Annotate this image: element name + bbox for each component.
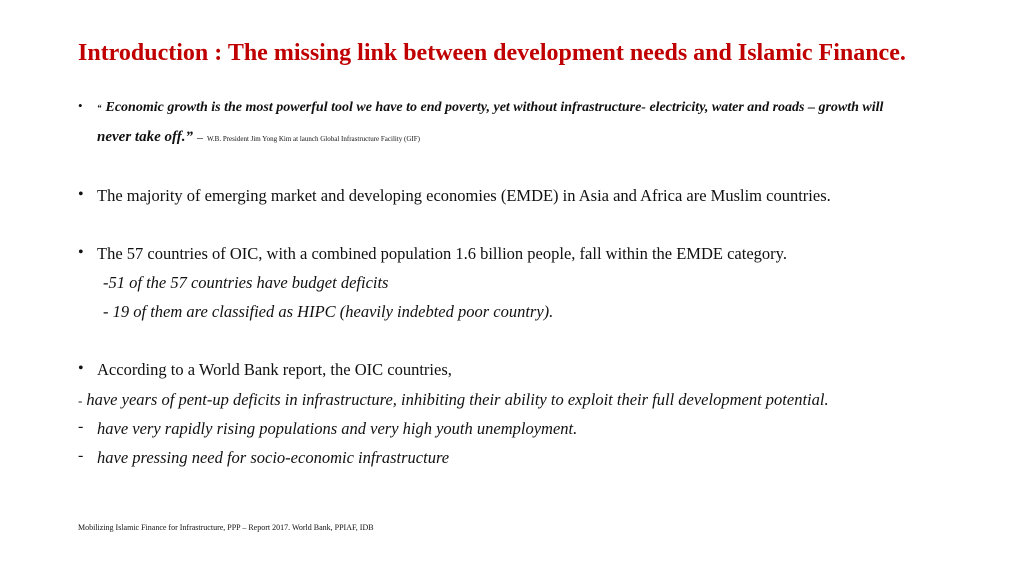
bullet-4-item-1-text: have years of pent-up deficits in infrastructure, inhibiting their ability to exploit their full development potential. xyxy=(86,390,829,409)
bullet-3-sub-1: -51 of the 57 countries have budget deficits xyxy=(103,273,389,292)
dash-marker: - xyxy=(78,393,83,408)
source-footnote: Mobilizing Islamic Finance for Infrastructure, PPP – Report 2017. World Bank, PPIAF, IDB xyxy=(78,523,374,532)
quote-open-mark: “ xyxy=(97,103,102,113)
bullet-marker: • xyxy=(78,186,84,203)
bullet-4-item-1 xyxy=(78,390,829,410)
bullet-marker: • xyxy=(78,98,83,113)
dash-marker: - xyxy=(78,447,84,464)
quote-line-2 xyxy=(97,128,420,146)
bullet-4-item-3-text: have pressing need for socio-economic infrastructure xyxy=(97,448,450,467)
quote-line-1 xyxy=(97,98,883,116)
slide-title: Introduction : The missing link between development needs and Islamic Finance. xyxy=(78,40,906,66)
bullet-marker: • xyxy=(78,360,84,377)
quote-attribution: W.B. President Jim Yong Kim at launch Global Infrastructure Facility (GIF) xyxy=(206,135,420,143)
bullet-3-text: The 57 countries of OIC, with a combined population 1.6 billion people, fall within the EMDE category. xyxy=(97,244,787,263)
quote-text-line-2: never take off.” xyxy=(97,129,193,145)
bullet-3-sub-2: - 19 of them are classified as HIPC (heavily indebted poor country). xyxy=(103,302,554,321)
bullet-4-text: According to a World Bank report, the OIC countries, xyxy=(97,360,452,379)
bullet-marker: • xyxy=(78,244,84,261)
bullet-4-item-2-text: have very rapidly rising populations and very high youth unemployment. xyxy=(97,419,578,438)
attribution-dash: – xyxy=(196,130,203,144)
quote-text-line-1: Economic growth is the most powerful tool we have to end poverty, yet without infrastructure- electricity, water and roads – growth will xyxy=(105,100,884,115)
bullet-2-text: The majority of emerging market and developing economies (EMDE) in Asia and Africa are Muslim countries. xyxy=(97,186,831,205)
dash-marker: - xyxy=(78,418,84,435)
